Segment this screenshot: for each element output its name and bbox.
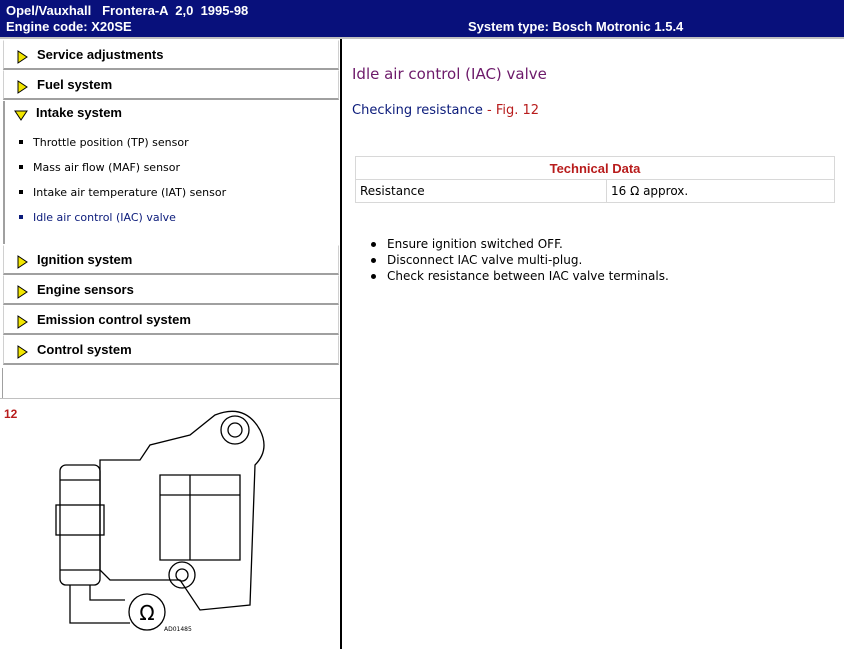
bullet-icon: [19, 140, 23, 144]
bullet-icon: [371, 242, 376, 247]
nav-item-ignition-system[interactable]: [3, 245, 339, 275]
value-cell: 16 Ω approx.: [607, 180, 835, 203]
step-text: Ensure ignition switched OFF.: [387, 237, 563, 251]
system-type-label: System type: Bosch Motronic 1.5.4: [468, 19, 684, 34]
vehicle-label: Opel/Vauxhall Frontera-A 2,0 1995-98: [6, 3, 249, 18]
nav-item-control-system[interactable]: [3, 335, 339, 365]
nav-item-label: Engine sensors: [37, 282, 134, 297]
expand-arrow-icon: [15, 345, 29, 359]
engine-code-label: Engine code: X20SE: [6, 19, 132, 34]
figure-number: 12: [4, 407, 18, 421]
step-text: Check resistance between IAC valve terminals.: [387, 269, 669, 283]
sub-item-maf-sensor[interactable]: [19, 161, 180, 174]
list-item: [387, 236, 669, 252]
nav-item-label: Service adjustments: [37, 47, 164, 62]
page-title: Idle air control (IAC) valve: [352, 65, 547, 83]
sub-item-iac-valve[interactable]: [19, 211, 176, 224]
nav-item-label: Intake system: [36, 105, 122, 120]
expand-arrow-icon: [15, 50, 29, 64]
diagram-wire-2: [90, 585, 125, 600]
step-text: Disconnect IAC valve multi-plug.: [387, 253, 583, 267]
bullet-icon: [19, 215, 23, 219]
navigation-panel: [0, 39, 340, 399]
nav-item-emission-control-system[interactable]: [3, 305, 339, 335]
diagram-mount-hole-top: [221, 416, 249, 444]
nav-item-fuel-system[interactable]: [3, 70, 339, 100]
nav-item-label: Control system: [37, 342, 132, 357]
sub-item-label: Throttle position (TP) sensor: [33, 136, 189, 149]
technical-data-table: [355, 156, 835, 203]
nav-item-label: Fuel system: [37, 77, 113, 92]
bullet-icon: [371, 274, 376, 279]
sub-item-tp-sensor[interactable]: [19, 136, 189, 149]
diagram-connector-collar: [56, 505, 104, 535]
nav-item-label: Ignition system: [37, 252, 133, 267]
ohm-icon: Ω: [139, 601, 155, 625]
sub-item-label: Intake air temperature (IAT) sensor: [33, 186, 227, 199]
subtitle-separator: -: [482, 103, 496, 118]
diagram-wire-1: [70, 585, 130, 623]
sub-item-label: Mass air flow (MAF) sensor: [33, 161, 181, 174]
nav-item-service-adjustments[interactable]: [3, 40, 339, 70]
table-row: [356, 180, 835, 203]
nav-item-engine-sensors[interactable]: [3, 275, 339, 305]
procedure-steps: [387, 236, 669, 284]
section-subtitle: [352, 103, 539, 118]
list-item: [387, 252, 669, 268]
nav-left-border: [2, 368, 3, 398]
sub-item-label: Idle air control (IAC) valve: [33, 211, 176, 224]
expand-arrow-icon: [15, 255, 29, 269]
expand-arrow-icon: [15, 80, 29, 94]
panel-divider[interactable]: [340, 39, 342, 649]
collapse-arrow-icon: [14, 108, 28, 122]
title-bar: [0, 0, 844, 37]
nav-section-intake-system: [3, 101, 339, 244]
expand-arrow-icon: [15, 285, 29, 299]
iac-valve-diagram: [40, 405, 280, 635]
figure-code: AD01485: [164, 626, 192, 633]
list-item: [387, 268, 669, 284]
figure-reference-link[interactable]: Fig. 12: [495, 103, 540, 118]
sub-item-iat-sensor[interactable]: [19, 186, 226, 199]
technical-data-header: Technical Data: [356, 157, 835, 180]
diagram-connector: [60, 465, 100, 585]
param-cell: Resistance: [356, 180, 607, 203]
nav-bottom-border: [0, 398, 340, 399]
nav-item-intake-system[interactable]: [5, 101, 339, 129]
expand-arrow-icon: [15, 315, 29, 329]
subtitle-text: Checking resistance: [352, 103, 483, 118]
nav-item-label: Emission control system: [37, 312, 191, 327]
bullet-icon: [371, 258, 376, 263]
bullet-icon: [19, 165, 23, 169]
bullet-icon: [19, 190, 23, 194]
